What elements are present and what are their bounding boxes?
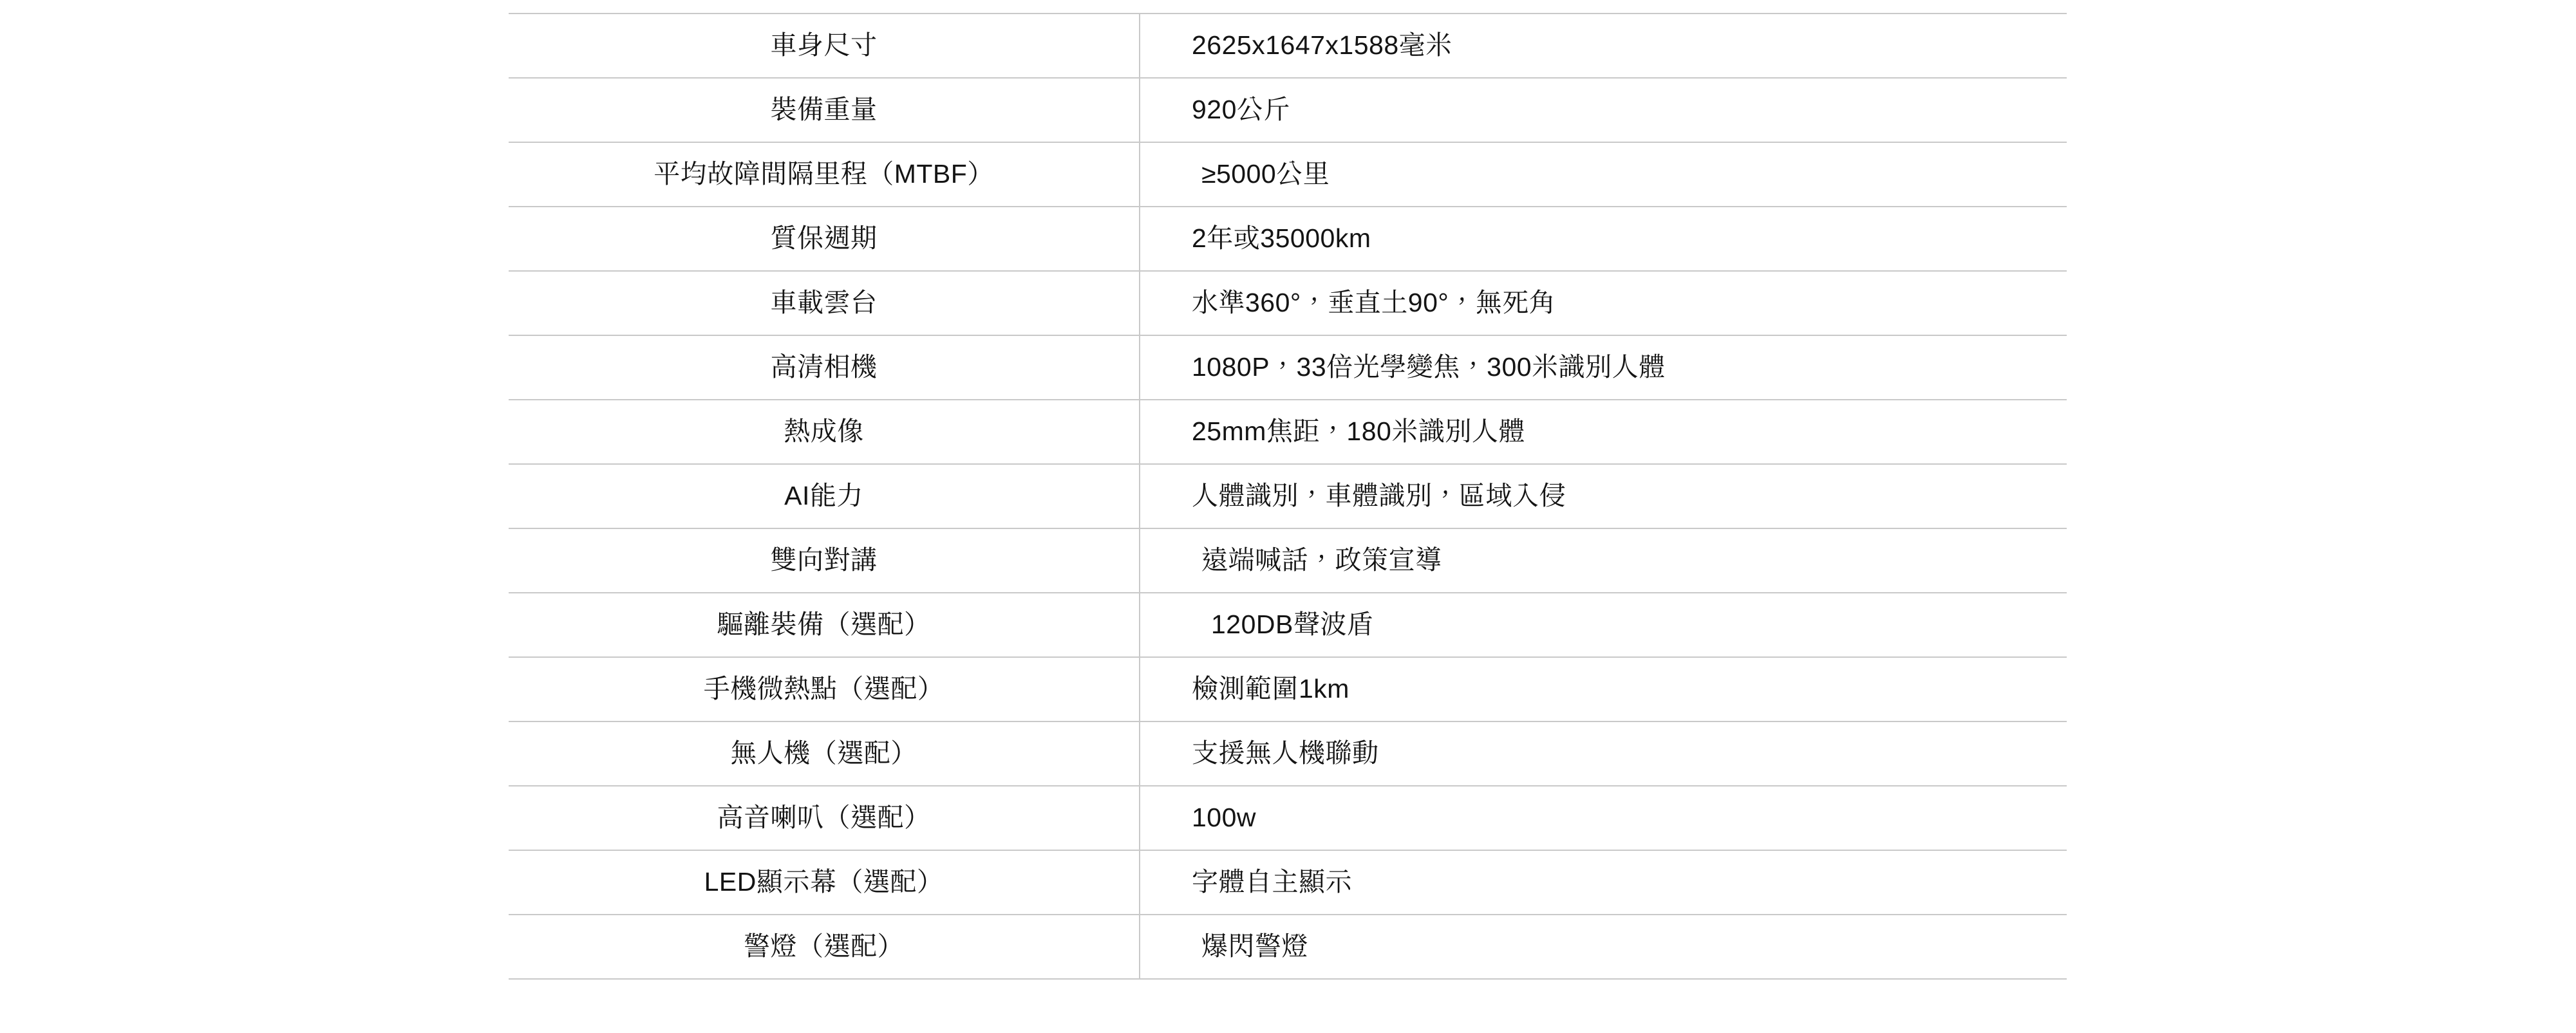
spec-value: 1080P，33倍光學變焦，300米識別人體: [1140, 335, 2067, 400]
table-row: [509, 207, 2067, 271]
spec-value: 支援無人機聯動: [1140, 721, 2067, 786]
table-row: [509, 14, 2067, 78]
spec-label: 警燈（選配）: [509, 915, 1140, 979]
spec-label: 質保週期: [509, 207, 1140, 271]
spec-label: 平均故障間隔里程（MTBF）: [509, 142, 1140, 207]
table-row: [509, 593, 2067, 657]
spec-label: 車身尺寸: [509, 14, 1140, 78]
table-row: [509, 915, 2067, 979]
spec-value: ≥5000公里: [1140, 142, 2067, 207]
spec-value: 爆閃警燈: [1140, 915, 2067, 979]
spec-label: 車載雲台: [509, 271, 1140, 335]
spec-value: 25mm焦距，180米識別人體: [1140, 400, 2067, 464]
table-row: [509, 142, 2067, 207]
spec-label: 驅離裝備（選配）: [509, 593, 1140, 657]
table-row: [509, 786, 2067, 850]
spec-label: LED顯示幕（選配）: [509, 850, 1140, 915]
spec-value: 人體識別，車體識別，區域入侵: [1140, 464, 2067, 528]
spec-label: 手機微熱點（選配）: [509, 657, 1140, 721]
table-row: [509, 528, 2067, 593]
table-row: [509, 850, 2067, 915]
spec-label: 雙向對講: [509, 528, 1140, 593]
spec-value: 水準360°，垂直土90°，無死角: [1140, 271, 2067, 335]
spec-value: 2年或35000km: [1140, 207, 2067, 271]
table-row: [509, 78, 2067, 142]
specification-table-body: [509, 14, 2067, 979]
spec-value: 100w: [1140, 786, 2067, 850]
spec-value: 2625x1647x1588毫米: [1140, 14, 2067, 78]
spec-value: 遠端喊話，政策宣導: [1140, 528, 2067, 593]
spec-label: 裝備重量: [509, 78, 1140, 142]
spec-label: 無人機（選配）: [509, 721, 1140, 786]
table-row: [509, 721, 2067, 786]
spec-value: 字體自主顯示: [1140, 850, 2067, 915]
table-row: [509, 400, 2067, 464]
table-row: [509, 657, 2067, 721]
table-row: [509, 464, 2067, 528]
table-row: [509, 271, 2067, 335]
spec-label: 高清相機: [509, 335, 1140, 400]
spec-label: 高音喇叭（選配）: [509, 786, 1140, 850]
spec-value: 920公斤: [1140, 78, 2067, 142]
spec-value: 檢測範圍1km: [1140, 657, 2067, 721]
table-row: [509, 335, 2067, 400]
specification-table: [509, 13, 2067, 980]
spec-value: 120DB聲波盾: [1140, 593, 2067, 657]
spec-label: 熱成像: [509, 400, 1140, 464]
spec-label: AI能力: [509, 464, 1140, 528]
